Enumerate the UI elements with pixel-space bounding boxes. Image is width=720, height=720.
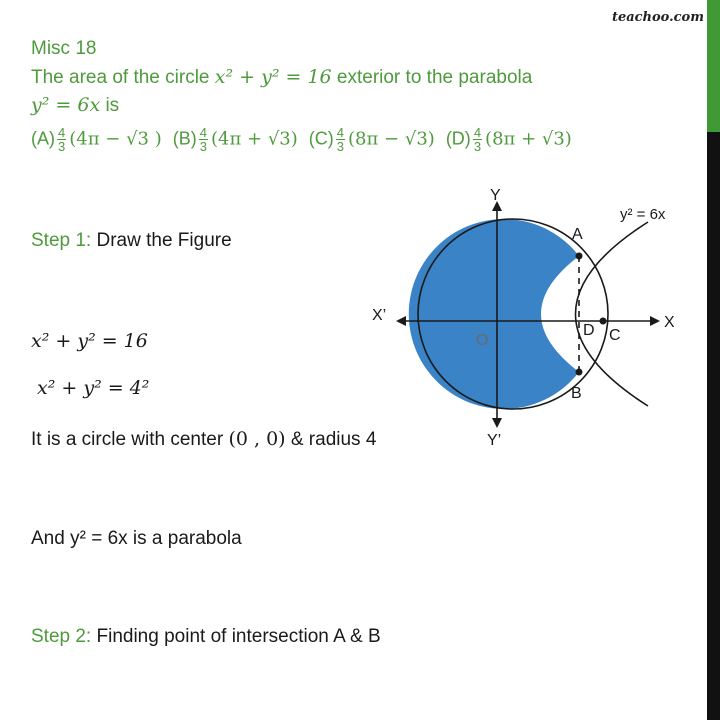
circle-text-2: & radius 4 <box>290 429 377 450</box>
parabola-curve <box>576 222 649 406</box>
question-number: Misc 18 <box>31 38 97 59</box>
circle-text-1: It is a circle with center <box>31 429 224 450</box>
parabola-description: And y² = 6x is a parabola <box>31 528 242 549</box>
circle-equation: x² + y² = 16 <box>214 66 332 88</box>
y-axis-label: Y <box>490 187 501 204</box>
option-a: (A) $\frac{4}{3}$ (4π − √3 ) <box>31 125 162 154</box>
x-axis-arrow-left <box>396 316 406 326</box>
equation-2: x² + y² = 4² <box>37 377 150 399</box>
origin-label: O <box>476 332 489 349</box>
point-d-label: D <box>583 322 595 339</box>
y-prime-label: Y’ <box>487 432 502 449</box>
equation-1: x² + y² = 16 <box>31 330 148 352</box>
step-2-label: Step 2: <box>31 626 92 647</box>
option-b: (B) $\frac{4}{3}$ (4π + √3) <box>172 125 298 154</box>
parabola-equation: y² = 6x <box>31 94 101 116</box>
question-text-2: exterior to the parabola <box>336 67 533 88</box>
point-a-label: A <box>572 226 583 243</box>
curve-label: y² = 6x <box>620 206 666 223</box>
step-2-text: Finding point of intersection A & B <box>96 626 381 647</box>
shaded-region <box>409 219 579 409</box>
y-axis-arrow-down <box>492 418 502 428</box>
x-axis-arrow-right <box>650 316 660 326</box>
question-text-3: is <box>105 95 120 116</box>
point-b-label: B <box>571 385 582 402</box>
point-c-label: C <box>609 327 621 344</box>
x-axis-label: X <box>664 314 675 331</box>
x-prime-label: X’ <box>372 307 387 324</box>
option-d: (D) $\frac{4}{3}$ (8π + √3) <box>445 125 572 154</box>
step-1-label: Step 1: <box>31 230 92 251</box>
option-c: (C) $\frac{4}{3}$ (8π − √3) <box>308 125 435 154</box>
circle-center: (0 , 0) <box>228 428 286 450</box>
point-c-dot <box>600 318 607 325</box>
point-a-dot <box>576 253 583 260</box>
question-text-1: The area of the circle <box>31 67 210 88</box>
step-1-text: Draw the Figure <box>96 230 232 251</box>
point-b-dot <box>576 369 583 376</box>
brand-logo: teachoo.com <box>611 10 704 25</box>
